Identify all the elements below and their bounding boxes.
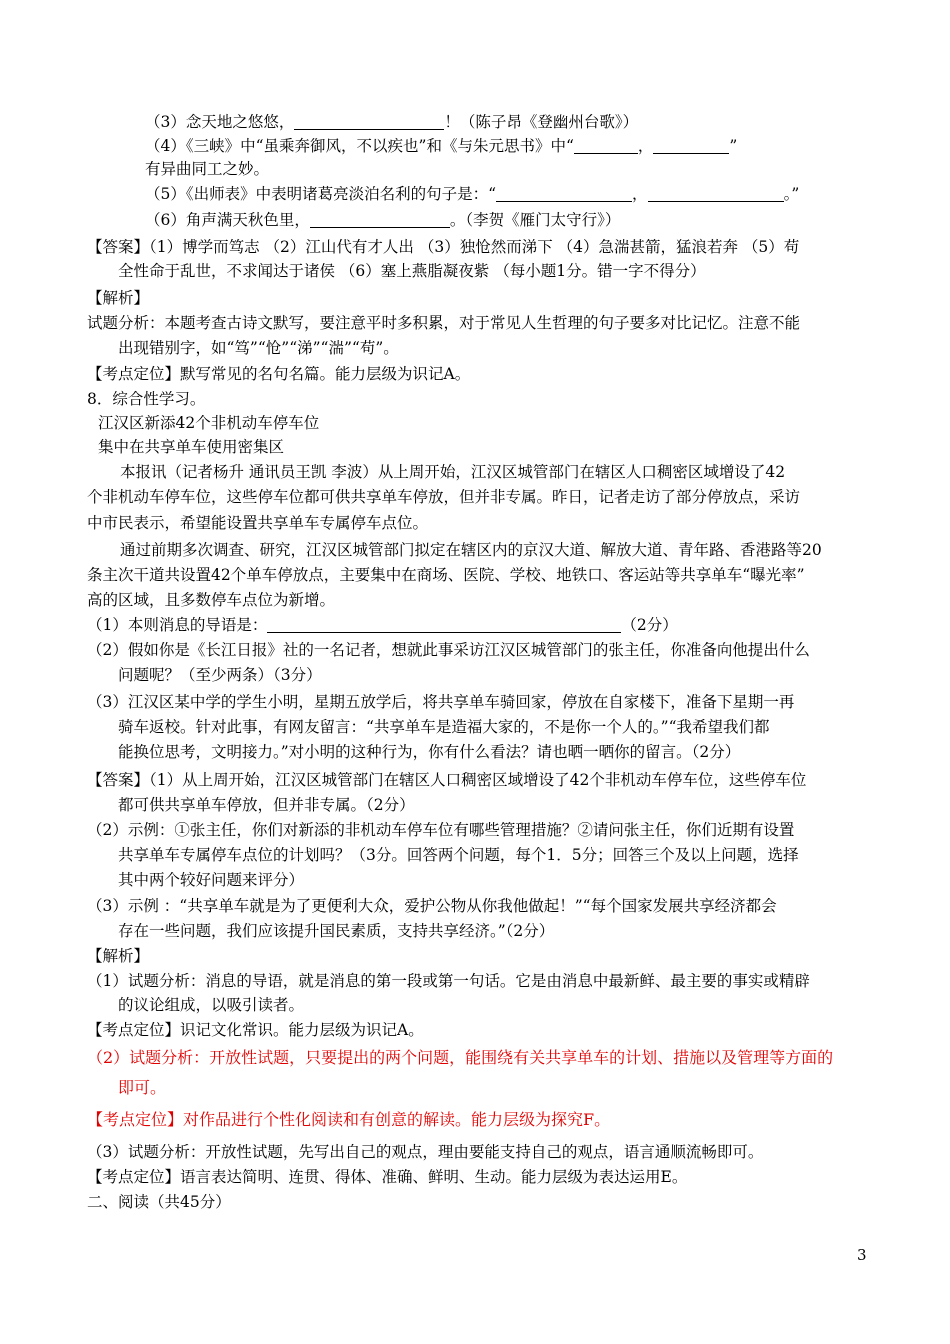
answer-blank bbox=[653, 137, 729, 154]
q7-analysis: 试题分析：本题考查古诗文默写，要注意平时多积累，对于常见人生哲理的句子要多对比记忆。注意不能 bbox=[87, 314, 801, 332]
news-paragraph-2-line3: 高的区域，且多数停车点位为新增。 bbox=[87, 591, 336, 609]
answer-blank bbox=[294, 113, 444, 130]
q7-item-3: （3）念天地之悠悠， ！（陈子昂《登幽州台歌》） bbox=[145, 113, 639, 131]
news-headline: 江汉区新添42个非机动车停车位 bbox=[98, 414, 320, 432]
q8-answer-2-line2: 共享单车专属停车点位的计划吗？（3分。回答两个问题，每个1．5分；回答三个及以上问题，选择 bbox=[118, 846, 799, 864]
q7-answer: 【答案】（1）博学而笃志 （2）江山代有才人出 （3）独怆然而涕下 （4）急湍甚箭，猛浪若奔 （5）苟 bbox=[87, 238, 800, 256]
section-heading-reading: 二、阅读（共45分） bbox=[87, 1193, 231, 1211]
q7-analysis-line2: 出现错别字，如“笃”“怆”“涕”“湍”“苟”。 bbox=[118, 339, 399, 357]
page-number: 3 bbox=[857, 1246, 867, 1264]
q8-analysis-2-line2: 即可。 bbox=[118, 1078, 167, 1097]
q8-answer-2: （2）示例：①张主任，你们对新添的非机动车停车位有哪些管理措施？②请问张主任，你们近期有设置 bbox=[87, 821, 795, 839]
q8-answer-3: （3）示例 ：“共享单车就是为了更便利大众，爱护公物从你我他做起！”“每个国家发展共享经济都会 bbox=[87, 897, 777, 915]
q8-subquestion-3-line3: 能换位思考，文明接力。”对小明的这种行为，你有什么看法？请也晒一晒你的留言。（2分） bbox=[118, 743, 741, 761]
q8-key-point-3: 【考点定位】语言表达简明、连贯、得体、准确、鲜明、生动。能力层级为表达运用E。 bbox=[87, 1168, 688, 1186]
q7-item-5: （5）《出师表》中表明诸葛亮淡泊名利的句子是：“ ， 。” bbox=[145, 185, 800, 203]
q8-key-point-2: 【考点定位】对作品进行个性化阅读和有创意的解读。能力层级为探究F。 bbox=[87, 1110, 611, 1129]
q8-answer-2-line3: 其中两个较好问题来评分） bbox=[118, 871, 305, 889]
q8-analysis-3: （3）试题分析：开放性试题，先写出自己的观点，理由要能支持自己的观点，语言通顺流畅即可。 bbox=[87, 1143, 764, 1161]
q8-subquestion-2-line2: 问题呢？（至少两条）（3分） bbox=[118, 666, 322, 684]
q8-key-point-1: 【考点定位】识记文化常识。能力层级为识记A。 bbox=[87, 1021, 424, 1039]
q7-item-6: （6）角声满天秋色里， 。（李贺《雁门太守行》） bbox=[145, 211, 621, 229]
q7-analysis-label: 【解析】 bbox=[87, 289, 150, 307]
news-paragraph-1-line2: 个非机动车停车位，这些停车位都可供共享单车停放，但并非专属。昨日，记者走访了部分停放点，采访 bbox=[87, 488, 801, 506]
q8-analysis-1-line2: 的议论组成，以吸引读者。 bbox=[118, 996, 305, 1014]
answer-blank bbox=[267, 616, 621, 633]
q7-item-4: （4）《三峡》中“虽乘奔御风，不以疾也”和《与朱元思书》中“ ， ” bbox=[145, 137, 738, 155]
q8-subquestion-1: （1）本则消息的导语是： （2分） bbox=[87, 616, 678, 634]
answer-blank bbox=[648, 185, 784, 202]
answer-blank bbox=[310, 211, 450, 228]
answer-blank bbox=[574, 137, 638, 154]
news-paragraph-1-line3: 中市民表示，希望能设置共享单车专属停车点位。 bbox=[87, 514, 429, 532]
answer-blank bbox=[496, 185, 632, 202]
q8-subquestion-3: （3）江汉区某中学的学生小明，星期五放学后，将共享单车骑回家，停放在自家楼下，准备下星期一再 bbox=[87, 693, 795, 711]
q7-item-4-line2: 有异曲同工之妙。 bbox=[145, 160, 270, 178]
q8-subquestion-2: （2）假如你是《长江日报》社的一名记者，想就此事采访江汉区城管部门的张主任，你准备向他提出什么 bbox=[87, 641, 810, 659]
q8-analysis-1: （1）试题分析：消息的导语，就是消息的第一段或第一句话。它是由消息中最新鲜、最主要的事实或精辟 bbox=[87, 972, 810, 990]
q8-answer-3-line2: 存在一些问题，我们应该提升国民素质，支持共享经济。”（2分） bbox=[118, 922, 555, 940]
news-subheadline: 集中在共享单车使用密集区 bbox=[98, 438, 285, 456]
q7-key-point: 【考点定位】默写常见的名句名篇。能力层级为识记A。 bbox=[87, 365, 471, 383]
q8-answer-1-line2: 都可供共享单车停放，但并非专属。（2分） bbox=[118, 796, 415, 814]
q8-analysis-label: 【解析】 bbox=[87, 947, 150, 965]
news-paragraph-2-line2: 条主次干道共设置42个单车停放点，主要集中在商场、医院、学校、地铁口、客运站等共享单车“曝光率” bbox=[87, 566, 805, 584]
q8-heading: 8．综合性学习。 bbox=[87, 390, 206, 408]
news-paragraph-1: 本报讯（记者杨升 通讯员王凯 李波）从上周开始，江汉区城管部门在辖区人口稠密区域增设了42 bbox=[120, 463, 786, 481]
q8-answer-1: 【答案】（1）从上周开始，江汉区城管部门在辖区人口稠密区域增设了42个非机动车停车位，这些停车位 bbox=[87, 771, 807, 789]
q7-answer-line2: 全性命于乱世，不求闻达于诸侯 （6）塞上燕脂凝夜紫 （每小题1分。错一字不得分） bbox=[118, 262, 706, 280]
q8-subquestion-3-line2: 骑车返校。针对此事，有网友留言：“共享单车是造福大家的，不是你一个人的。”“我希望我们都 bbox=[118, 718, 770, 736]
news-paragraph-2: 通过前期多次调查、研究，江汉区城管部门拟定在辖区内的京汉大道、解放大道、青年路、香港路等20 bbox=[120, 541, 822, 559]
q8-analysis-2: （2）试题分析：开放性试题，只要提出的两个问题，能围绕有关共享单车的计划、措施以及管理等方面的 bbox=[87, 1048, 834, 1067]
